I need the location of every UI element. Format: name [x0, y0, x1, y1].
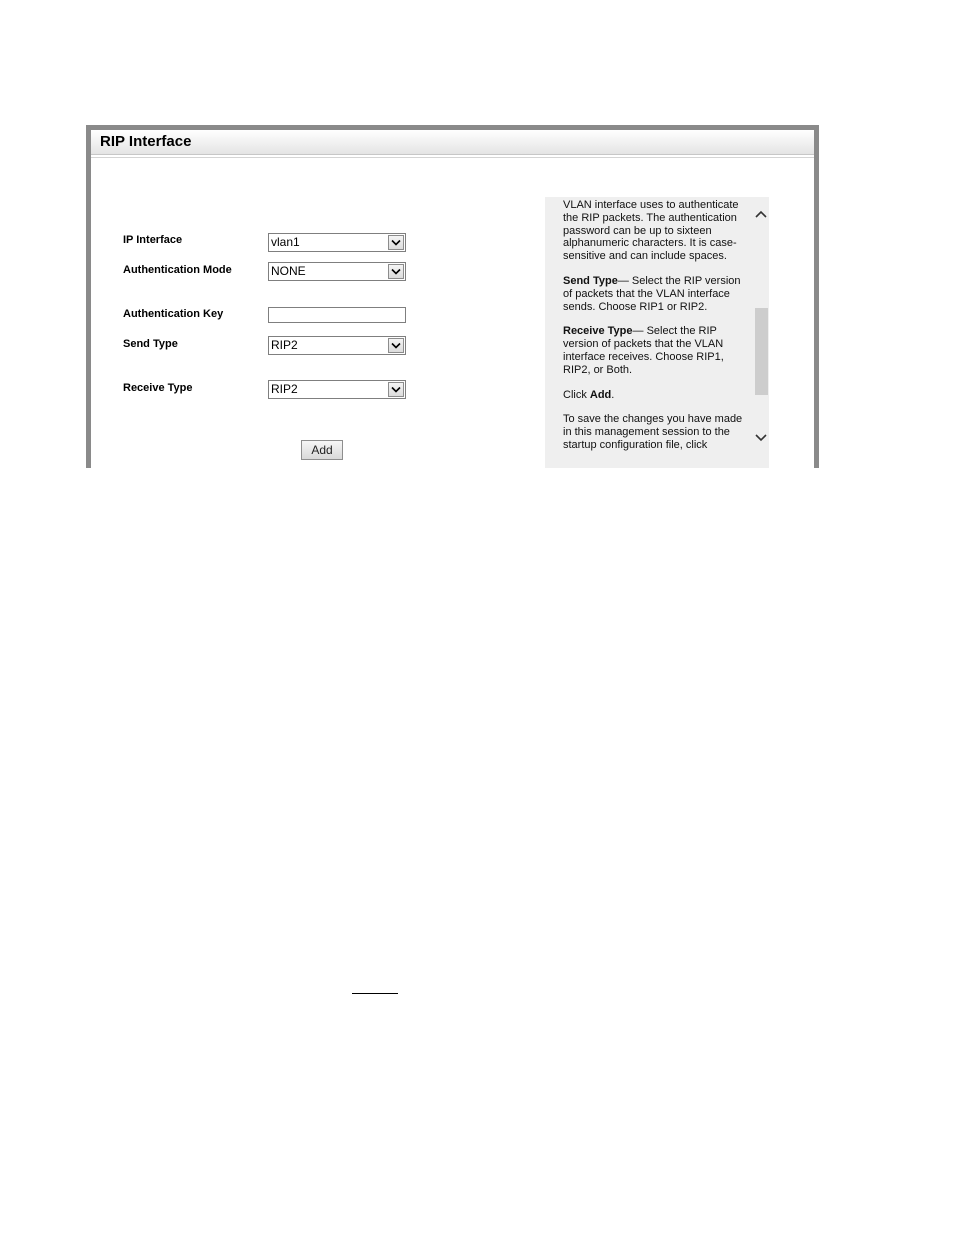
chevron-up-icon[interactable]: [753, 207, 769, 223]
help-panel[interactable]: [545, 197, 769, 468]
scrollbar-thumb[interactable]: [755, 308, 768, 395]
receive-type-select[interactable]: [268, 380, 406, 399]
ip-interface-select[interactable]: [268, 233, 406, 252]
help-text: [563, 199, 749, 464]
chevron-down-icon[interactable]: [388, 264, 404, 279]
help-click-paragraph: [563, 389, 749, 402]
help-click-suffix: .: [611, 388, 615, 401]
help-auth-paragraph: VLAN interface uses to authenticate the RIP packets. The authentication password can be up to sixteen alphanumeric characters. It is case-sensitive and can include spaces.: [563, 199, 739, 263]
help-receive-type-text: — Select the RIP version of packets that the VLAN interface receives. Choose RIP1, RIP2, or Both.: [563, 325, 724, 376]
page-title: RIP Interface: [100, 133, 192, 150]
chevron-down-icon[interactable]: [388, 382, 404, 397]
authentication-mode-label: Authentication Mode: [123, 264, 232, 276]
window-content: [91, 130, 814, 468]
help-click-prefix: Click: [563, 388, 590, 401]
help-scrollbar[interactable]: [753, 197, 769, 468]
help-receive-type-paragraph: [563, 325, 749, 376]
page-divider-line: [352, 993, 398, 994]
title-bar: [91, 130, 814, 155]
authentication-key-input[interactable]: [268, 307, 406, 323]
send-type-select[interactable]: [268, 336, 406, 355]
chevron-down-icon[interactable]: [388, 235, 404, 250]
receive-type-label: Receive Type: [123, 382, 193, 394]
send-type-value: RIP2: [271, 338, 298, 352]
help-send-type-paragraph: [563, 275, 749, 313]
authentication-key-label: Authentication Key: [123, 308, 224, 320]
send-type-label: Send Type: [123, 338, 178, 350]
title-divider: [91, 157, 814, 158]
ip-interface-label: IP Interface: [123, 234, 183, 246]
rip-interface-window: [86, 125, 819, 468]
ip-interface-value: vlan1: [271, 235, 300, 249]
help-receive-type-term: Receive Type: [563, 325, 633, 338]
chevron-down-icon[interactable]: [388, 338, 404, 353]
receive-type-value: RIP2: [271, 382, 298, 396]
authentication-mode-select[interactable]: [268, 262, 406, 281]
chevron-down-icon[interactable]: [753, 429, 769, 445]
add-button[interactable]: Add: [301, 440, 343, 460]
authentication-mode-value: NONE: [271, 264, 306, 278]
help-send-type-term: Send Type: [563, 274, 618, 287]
help-save-paragraph: To save the changes you have made in this management session to the startup configuration file, click: [563, 413, 743, 451]
help-click-term: Add: [589, 388, 612, 401]
help-send-type-text: — Select the RIP version of packets that the VLAN interface sends. Choose RIP1 or RIP2.: [563, 274, 741, 313]
